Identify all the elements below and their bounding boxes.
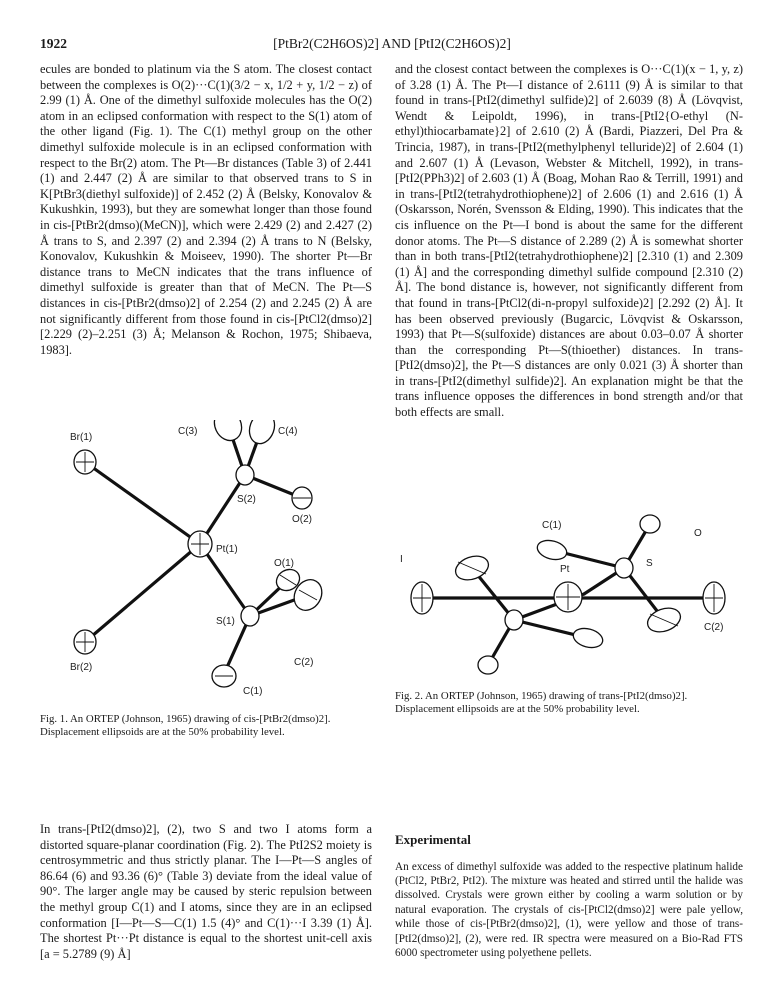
- atom-c1: [535, 537, 569, 562]
- atom-c1-inv: [571, 625, 605, 650]
- paragraph-experimental: An excess of dimethyl sulfoxide was added to the respective platinum halide (PtCl2, PtBr2, PtI2). The mixture was heated and stirred until the halide was dissolved. Crystals were grown either by cooling a warm solution or by natural evaporation. The crystals of cis-[PtCl2(dmso)2] were pale yellow, while those of cis-[PtBr2(dmso)2], (1), were yellow and those of trans-[PtI2(dmso)2], (2), were red. IR spectra were measured on a Bio-Rad FTS 6000 spectrometer using polyethene pellets.: [395, 860, 743, 960]
- label-c1: C(1): [243, 686, 263, 697]
- label-c2: C(2): [294, 657, 314, 668]
- right-column-top: [395, 62, 743, 421]
- figure-2-caption: Fig. 2. An ORTEP (Johnson, 1965) drawing of trans-[PtI2(dmso)2]. Displacement ellipsoids are at the 50% probability level.: [395, 690, 688, 716]
- label-s: S: [646, 558, 653, 569]
- figure-1-ortep: [40, 420, 370, 710]
- atom-c4: [245, 420, 278, 447]
- label-i: I: [400, 554, 403, 565]
- figure-2-drawing: [392, 510, 744, 685]
- figure-2-ortep: [392, 510, 744, 685]
- atom-o-inv: [478, 656, 498, 674]
- atom-o: [640, 515, 660, 533]
- label-o2: O(2): [292, 514, 312, 525]
- atom-s1: [241, 606, 259, 626]
- label-c2: C(2): [704, 622, 724, 633]
- figure-1-caption: Fig. 1. An ORTEP (Johnson, 1965) drawing of cis-[PtBr2(dmso)2]. Displacement ellipsoids are at the 50% probability level.: [40, 713, 331, 739]
- paragraph-left-bottom: In trans-[PtI2(dmso)2], (2), two S and two I atoms form a distorted square-planar coordination (Fig. 2). The PtI2S2 moiety is centrosymmetric and thus strictly planar. The I—Pt—S angles of 86.64 (6) and 93.36 (6)° (Table 3) deviate from the ideal value of 90°. The larger angle may be caused by steric repulsion between the methyl group C(1) and I atoms, since they are in an eclipsed conformation [I—Pt—S—C(1) 1.5 (4)° and C(1)···I 3.39 (1) Å]. The shortest Pt···Pt distance is equal to the shortest unit-cell axis [a = 5.2789 (9) Å]: [40, 822, 372, 961]
- paragraph-left-top: ecules are bonded to platinum via the S atom. The closest contact between the complexes is O(2)···C(1)(3/2 − x, 1/2 + y, 1/2 − z) of 2.99 (1) Å. One of the dimethyl sulfoxide molecules has the O(2) atom in an eclipsed conformation with respect to the S(1) atom of the other ligand (Fig. 1). The C(1) methyl group on the other dimethyl sulfoxide molecule is in an eclipsed conformation with respect to the Br(2) atom. The Pt—Br distances (Table 3) of 2.441 (1) and 2.447 (2) Å are similar to that observed trans to S in K[PtBr3(diethyl sulfoxide)] of 2.452 (2) Å (Belsky, Konovalov & Kukushkin, 1993), but they are somewhat longer than those found in cis-[PtBr2(dmso)(MeCN)], which were 2.429 (2) and 2.427 (2) Å trans to S, and 2.397 (2) and 2.394 (2) Å trans to N (Belsky, Konovalov, Kukushkin & Moiseev, 1990). The shorter Pt—Br distance trans to MeCN indicates that the trans influence of dimethyl sulfoxide is greater than that of MeCN. The Pt—S distances in cis-[PtBr2(dmso)2] of 2.254 (2) and 2.245 (2) Å are not significantly different from those found in cis-[PtCl2(dmso)2] [2.229 (2)–2.251 (3) Å; Melanson & Rochon, 1975; Shibaeva, 1983].: [40, 62, 372, 357]
- label-br1: Br(1): [70, 432, 93, 443]
- running-title: [PtBr2(C2H6OS)2] AND [PtI2(C2H6OS)2]: [273, 36, 511, 51]
- bond-pt-br2: [85, 544, 200, 642]
- page-number: 1922: [40, 36, 67, 51]
- label-s1: S(1): [216, 616, 235, 627]
- left-column-bottom: [40, 822, 372, 962]
- atom-s2: [236, 465, 254, 485]
- label-br2: Br(2): [70, 662, 93, 673]
- right-column-bottom: [395, 822, 743, 960]
- atom-c3: [209, 420, 246, 445]
- label-o: O: [694, 528, 702, 539]
- running-head: [40, 36, 744, 58]
- label-pt: Pt: [560, 564, 570, 575]
- bond-pt-br1: [85, 462, 200, 544]
- label-c1: C(1): [542, 520, 562, 531]
- atom-s-inv: [505, 610, 523, 630]
- label-o1: O(1): [274, 558, 294, 569]
- label-s2: S(2): [237, 494, 256, 505]
- label-pt1: Pt(1): [216, 544, 238, 555]
- figure-1-drawing: [40, 420, 370, 710]
- paragraph-right-top: and the closest contact between the complexes is O···C(1)(x − 1, y, z) of 3.28 (1) Å. The Pt—I distance of 2.6111 (9) Å is similar to that found in trans-[PtI2(dimethyl sulfide)2] of 2.6039 (8) Å (Lövqvist, Wendt & Leipoldt, 1996), in trans-[PtI2{O-ethyl (N-ethyl)thiocarbamate}2] of 2.610 (2) Å (Bardi, Piazzeri, Del Pra & Trincia, 1987), in trans-[PtI2(methylphenyl telluride)2] of 2.604 (1) and 2.607 (1) Å (Levason, Webster & Mitchell, 1992), in trans-[PtI2(PPh3)2] of 2.603 (1) Å (Boag, Mohan Rao & Terrill, 1991) and in trans-[PtI2(tetrahydrothiophene)2] of 2.606 (1) and 2.616 (1) Å (Oskarsson, Norén, Svensson & Elding, 1990). This indicates that the cis influence on the Pt—I bond is about the same for the different donor atoms. The Pt—S distance of 2.289 (2) Å is somewhat shorter than in both trans-[PtI2(tetrahydrothiophene)2] [2.310 (1) and 2.309 (1) Å] and the corresponding dimethyl sulfide compound [2.310 (2) Å]. The bond distance is, however, not significantly different from that found in trans-[PtCl2(di-n-propyl sulfoxide)2] [2.292 (2) Å]. It has been observed previously (Bugarcic, Lövqvist & Oskarsson, 1993) that Pt—S(sulfoxide) distances are about 0.03–0.07 Å shorter than the corresponding Pt—S(thioether) distances. In trans-[PtI2(dmso)2], the Pt—S distances are only 0.021 (3) Å shorter than in trans-[PtI2(dimethyl sulfide)2]. An explanation might be that the trans influence opposes the differences in bond strength and/or that both effects are small.: [395, 62, 743, 420]
- atom-s: [615, 558, 633, 578]
- section-heading-experimental: Experimental: [395, 832, 471, 847]
- left-column-top: [40, 62, 372, 358]
- label-c4: C(4): [278, 426, 298, 437]
- label-c3: C(3): [178, 426, 198, 437]
